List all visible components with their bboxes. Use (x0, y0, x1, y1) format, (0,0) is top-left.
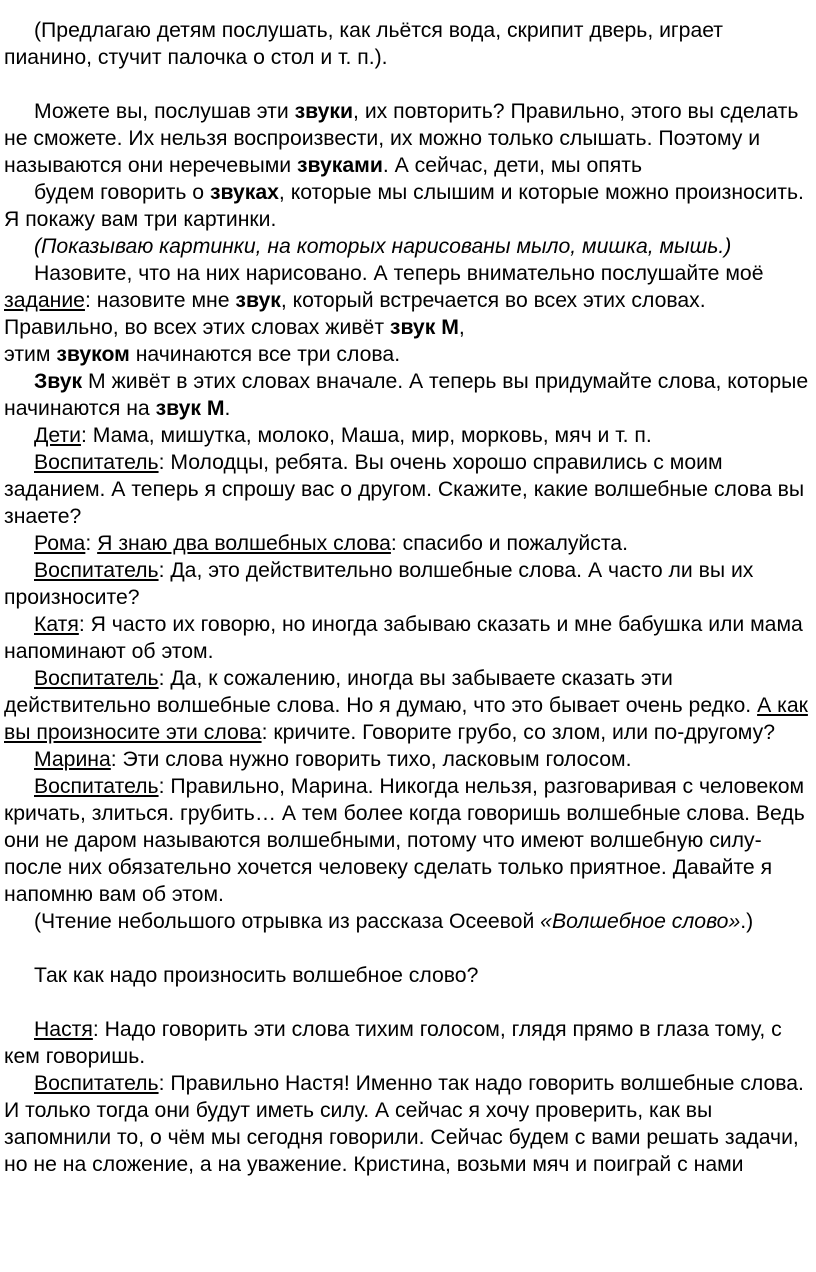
text-span: (Чтение небольшого отрывка из рассказа Осеевой (34, 910, 541, 933)
paragraph-intro (4, 17, 812, 71)
bold-term: звук (235, 289, 281, 312)
blank-line (4, 935, 812, 962)
bold-term: звуки (294, 100, 354, 123)
text-span: : назовите мне (84, 289, 236, 312)
dialogue-line-katya (4, 611, 812, 665)
text-span: начинаются все три слова. (129, 343, 401, 366)
dialogue-text: : Правильно Настя! Именно так надо говорить волшебные слова. И только тогда они будут иметь силу. А сейчас я хочу проверить, как вы запомнили то, о чём мы сегодня говорили. Сейчас будем с вами решать задачи, но не на сложение, а на уважение. Кристина, возьми мяч и поиграй с нами (4, 1072, 804, 1176)
paragraph-question (4, 962, 812, 989)
paragraph-reading-note (4, 908, 812, 935)
text-span: , (458, 316, 465, 339)
blank-line (4, 71, 812, 98)
text-span: . А сейчас, дети, мы опять (382, 154, 642, 177)
dialogue-text: : спасибо и пожалуйста. (390, 532, 628, 555)
dialogue-line-teacher-2 (4, 557, 812, 611)
paragraph-pictures-note (4, 233, 812, 260)
dialogue-text: : Молодцы, ребята. Вы очень хорошо справились с моим заданием. А теперь я спрошу вас о другом. Скажите, какие волшебные слова вы знаете? (4, 451, 805, 528)
underlined-term: задание (4, 289, 85, 312)
underlined-phrase: А как вы произносите эти слова (4, 694, 808, 744)
dialogue-line-nastya (4, 1016, 812, 1070)
text-span: Назовите, что на них нарисовано. А теперь внимательно послушайте моё (34, 262, 764, 285)
dialogue-text: : Мама, мишутка, молоко, Маша, мир, морковь, мяч и т. п. (80, 424, 652, 447)
dialogue-text: : Да, это действительно волшебные слова. А часто ли вы их произносите? (4, 559, 754, 609)
italic-note: (Показываю картинки, на которых нарисованы мыло, мишка, мышь.) (34, 235, 732, 258)
paragraph-sound-m (4, 368, 812, 422)
text-span: , которые мы слышим и которые можно произносить. Я покажу вам три картинки. (4, 181, 804, 231)
dialogue-text: : Эти слова нужно говорить тихо, ласковым голосом. (110, 748, 632, 771)
speaker-name: Воспитатель (34, 451, 159, 474)
speaker-name: Катя (34, 613, 79, 636)
paragraph-speech-sounds (4, 179, 812, 233)
dialogue-line-roma (4, 530, 812, 557)
paragraph-sounds-question (4, 98, 812, 179)
text-span: , их повторить? Правильно, этого вы сделать не сможете. Их нельзя воспроизвести, их можно только слышать. Поэтому и называются они неречевыми (4, 100, 799, 177)
dialogue-line-marina (4, 746, 812, 773)
underlined-phrase: Я знаю два волшебных слова (97, 532, 391, 555)
speaker-name: Настя (34, 1018, 93, 1041)
text-span: Можете вы, послушав эти (34, 100, 295, 123)
text-span: М живёт в этих словах вначале. А теперь вы придумайте слова, которые начинаются на (4, 370, 809, 420)
paragraph-all-three-words (4, 341, 812, 368)
speaker-name: Воспитатель (34, 775, 159, 798)
blank-line (4, 989, 812, 1016)
paragraph-task (4, 260, 812, 341)
intro-text: (Предлагаю детям послушать, как льётся вода, скрипит дверь, играет пианино, стучит палочка о стол и т. п.). (4, 19, 724, 69)
bold-term: Звук (34, 370, 83, 393)
speaker-name: Воспитатель (34, 1072, 159, 1095)
italic-title: «Волшебное слово» (540, 910, 741, 933)
speaker-name: Дети (34, 424, 81, 447)
bold-term: звук М (155, 397, 225, 420)
dialogue-text: : Я часто их говорю, но иногда забываю сказать и мне бабушка или мама напоминают об этом. (4, 613, 803, 663)
bold-term: звуком (56, 343, 130, 366)
speaker-name: Марина (34, 748, 111, 771)
bold-term: звук М (389, 316, 459, 339)
text-span: , который встречается во всех этих словах. Правильно, во всех этих словах живёт (4, 289, 706, 339)
text-span: этим (4, 343, 57, 366)
bold-term: звуками (296, 154, 383, 177)
dialogue-text: : Да, к сожалению, иногда вы забываете сказать эти действительно волшебные слова. Но я думаю, что это бывает очень редко. (4, 667, 758, 717)
text-span: . (224, 397, 231, 420)
dialogue-line-teacher-4 (4, 773, 812, 908)
dialogue-line-teacher-1 (4, 449, 812, 530)
dialogue-text: : Правильно, Марина. Никогда нельзя, разговаривая с человеком кричать, злиться. грубить… А тем более когда говоришь волшебные слова. Ведь они не даром называются волшебными, потому что имеют волшебную силу- после них обязательно хочется человеку сделать только приятное. Давайте я напомню вам об этом. (4, 775, 805, 906)
dialogue-text: : кричите. Говорите грубо, со злом, или по-другому? (261, 721, 775, 744)
speaker-name: Воспитатель (34, 559, 159, 582)
dialogue-line-teacher-3 (4, 665, 812, 746)
speaker-name: Воспитатель (34, 667, 159, 690)
dialogue-line-teacher-5 (4, 1070, 812, 1178)
text-span: будем говорить о (34, 181, 210, 204)
question-text: Так как надо произносить волшебное слово? (34, 964, 479, 987)
dialogue-line-children (4, 422, 812, 449)
dialogue-text: : Надо говорить эти слова тихим голосом, глядя прямо в глаза тому, с кем говоришь. (4, 1018, 782, 1068)
dialogue-text: : (85, 532, 98, 555)
text-span: .) (740, 910, 754, 933)
speaker-name: Рома (34, 532, 86, 555)
bold-term: звуках (209, 181, 279, 204)
